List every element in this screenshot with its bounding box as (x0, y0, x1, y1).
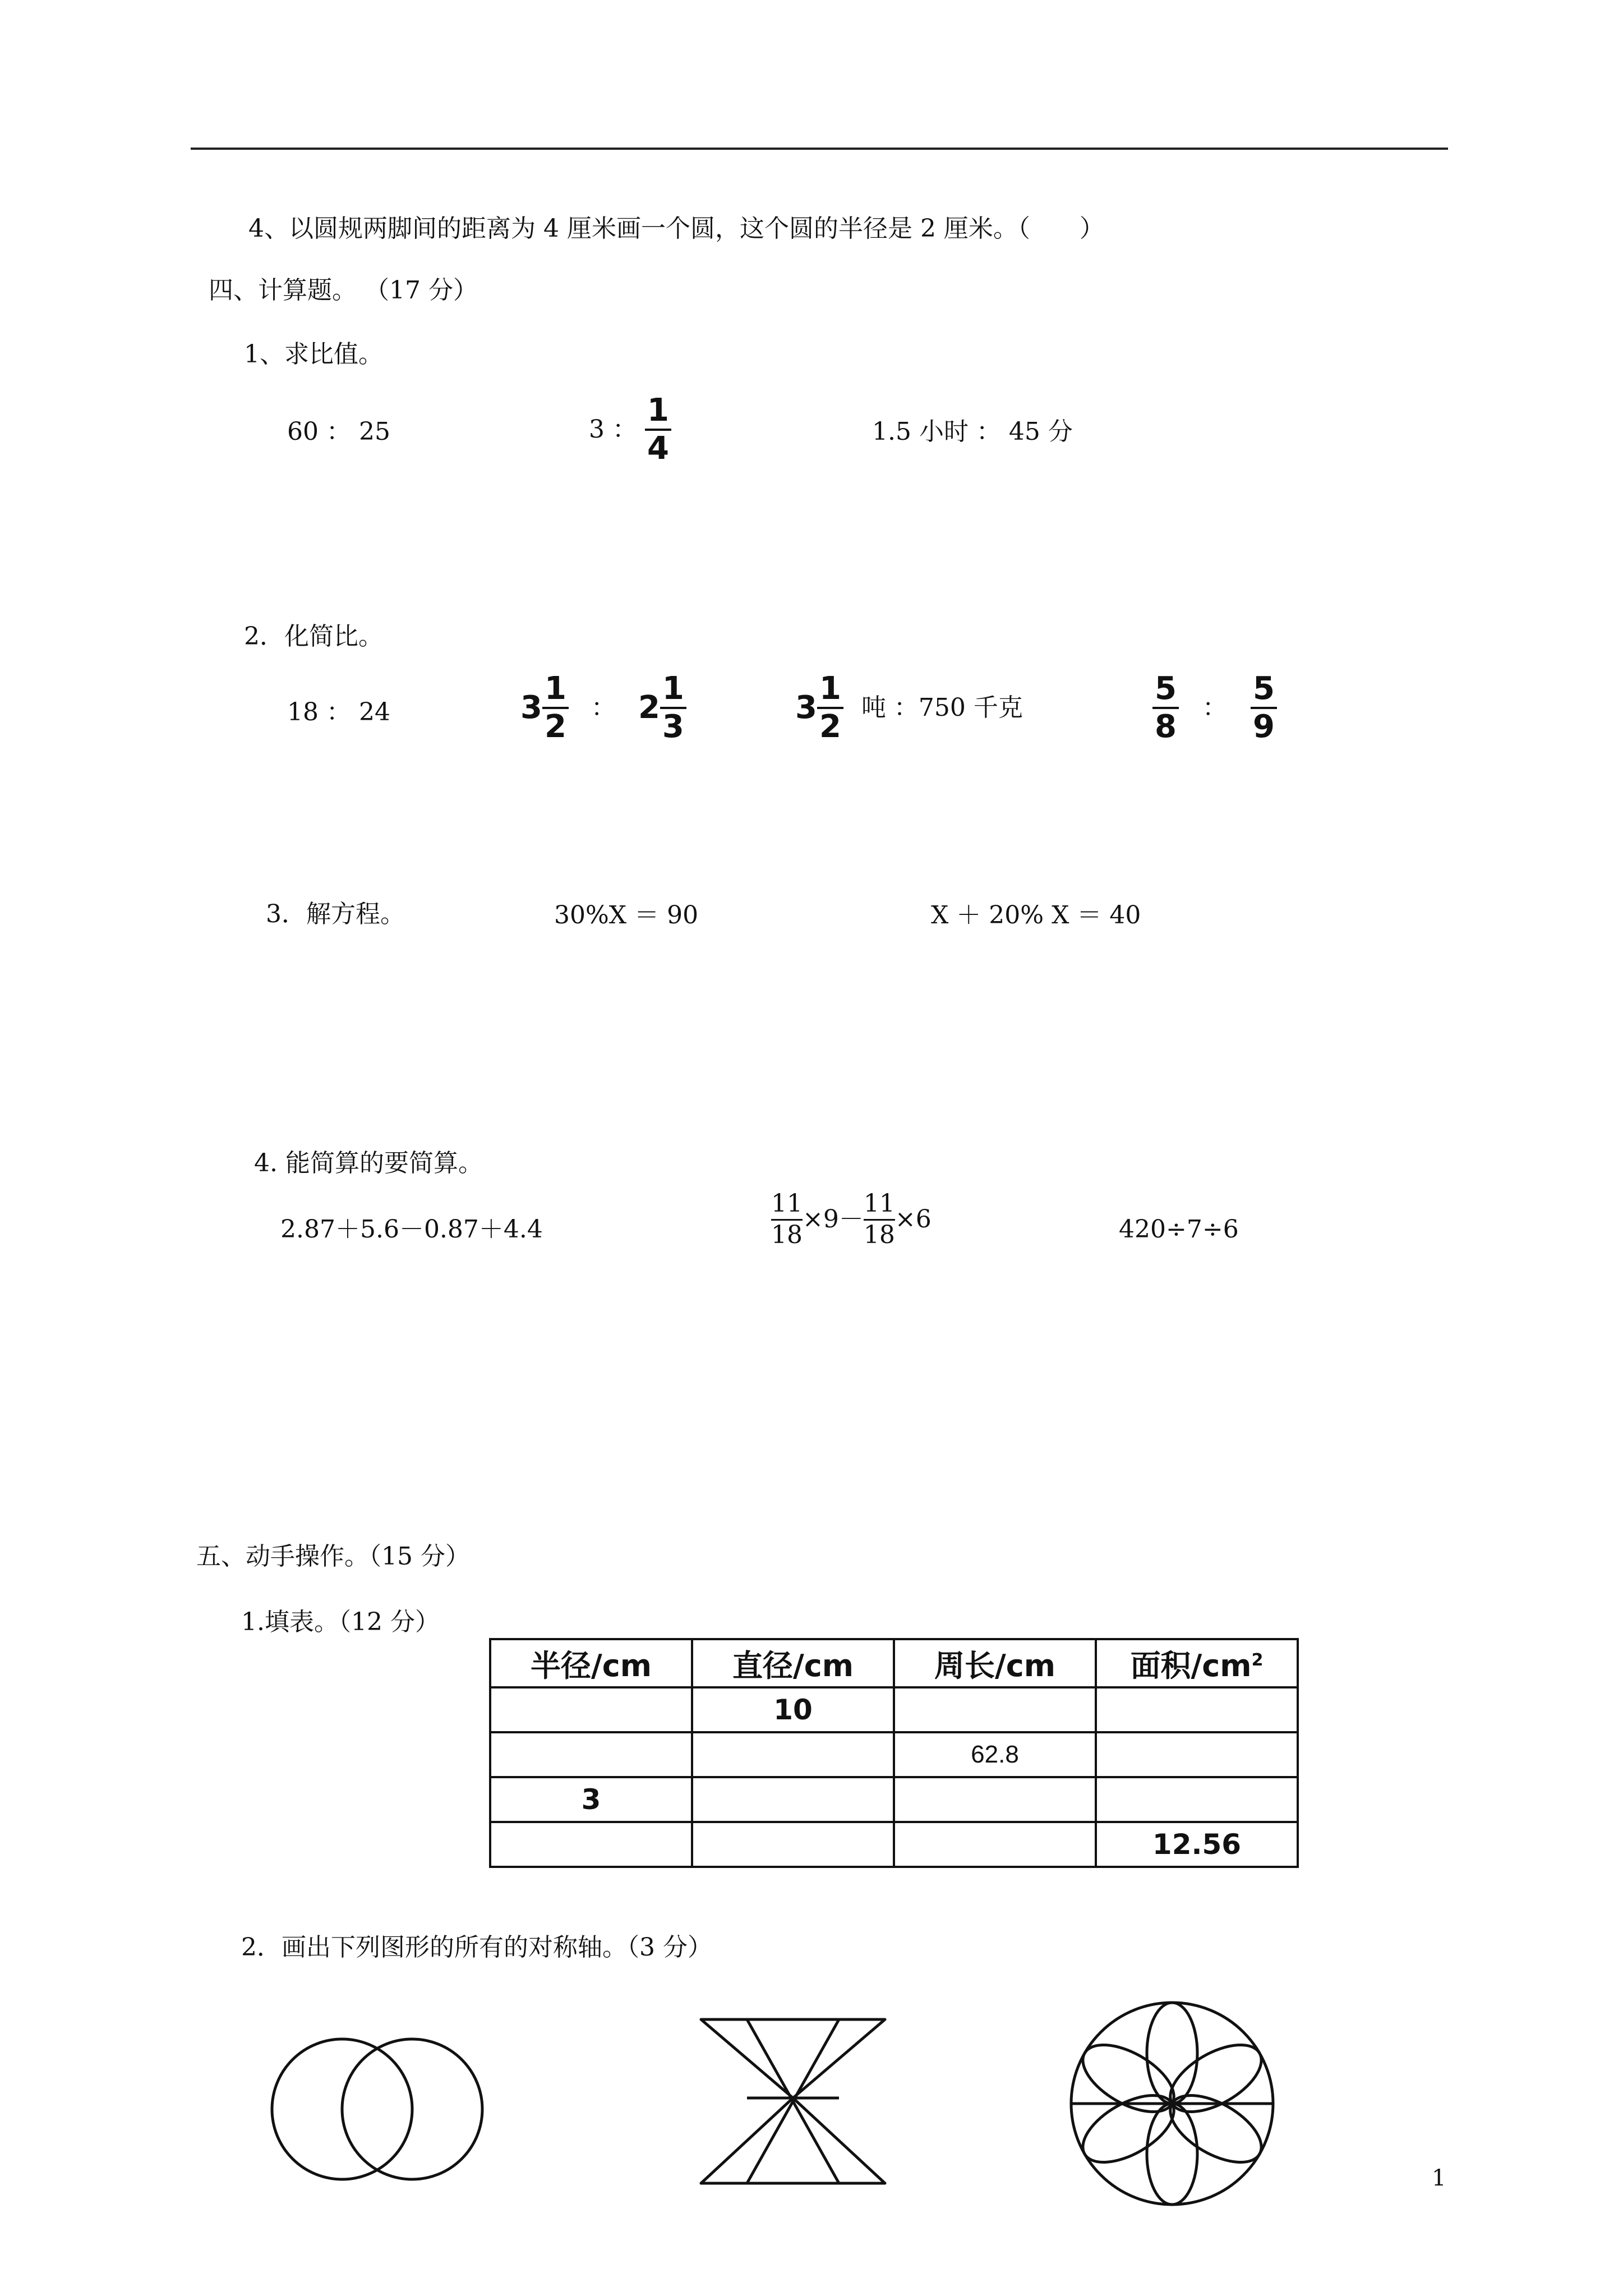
table-cell: 3 (490, 1777, 692, 1822)
q2-label: 2．化简比。 (244, 622, 383, 651)
q2-ratio-b: 3 $\frac{1}{2}$ ： 2 $\frac{1}{3}$ (520, 671, 686, 746)
fraction: $\frac{5}{9}$ (1251, 671, 1277, 746)
table-cell[interactable] (490, 1732, 692, 1777)
overlapping-circles-figure (269, 2031, 494, 2188)
table-cell[interactable] (1096, 1687, 1298, 1732)
table-cell[interactable] (894, 1687, 1096, 1732)
section-5-title: 五、动手操作。（15 分） (196, 1542, 470, 1571)
header-radius: 半径/cm (490, 1639, 692, 1687)
fraction: $\frac{1}{2}$ (817, 671, 843, 746)
q1-ratio-a: 60 ： 25 (287, 417, 390, 446)
table-label: 1.填表。（12 分） (241, 1608, 440, 1636)
page-number: 1 (1432, 2165, 1446, 2191)
header-circumference: 周长/cm (894, 1639, 1096, 1687)
q1-label: 1、求比值。 (244, 340, 383, 369)
flower-circle-figure (1066, 1997, 1279, 2210)
fraction: $\frac{1}{2}$ (542, 671, 569, 746)
fraction: $\frac{11}{18}$ (771, 1189, 803, 1249)
table-cell[interactable] (692, 1732, 894, 1777)
table-cell[interactable] (692, 1822, 894, 1867)
header-area: 面积$/cm^2$ (1096, 1639, 1298, 1687)
table-cell[interactable] (894, 1822, 1096, 1867)
q2-ratio-c: 3 $\frac{1}{2}$ 吨 ：750 千克 (795, 670, 1023, 746)
judge-item-4: 4、以圆规两脚间的距离为 4 厘米画一个圆，这个圆的半径是 2 厘米。（ ） (248, 214, 1104, 243)
fraction: $\frac{11}{18}$ (863, 1189, 895, 1249)
table-header-row (490, 1639, 1298, 1687)
table-row (490, 1822, 1298, 1867)
header-diameter: 直径/cm (692, 1639, 894, 1687)
section-4-title: 四、计算题。 （17 分） (209, 276, 478, 305)
table-cell[interactable] (894, 1777, 1096, 1822)
q1-b-whole: 3 ： (589, 415, 637, 444)
table-row (490, 1687, 1298, 1732)
table-cell[interactable] (1096, 1777, 1298, 1822)
q3-equation-a: 30%X ＝ 90 (554, 901, 699, 930)
table-cell: 12.56 (1096, 1822, 1298, 1867)
table-cell[interactable] (490, 1687, 692, 1732)
triangles-figure (695, 2014, 897, 2193)
table-cell[interactable] (1096, 1732, 1298, 1777)
q3-equation-b: X ＋ 20% X ＝ 40 (931, 901, 1141, 930)
q2-ratio-d: $\frac{5}{8}$ ： $\frac{5}{9}$ (1152, 671, 1277, 746)
symmetry-label: 2．画出下列图形的所有的对称轴。（3 分） (241, 1933, 712, 1962)
q1-ratio-c: 1.5 小时 ： 45 分 (872, 417, 1073, 446)
q4-expr-c: 420÷7÷6 (1119, 1215, 1239, 1244)
q4-label: 4. 能简算的要简算。 (254, 1149, 483, 1177)
q3-label: 3．解方程。 (266, 900, 405, 928)
q2-ratio-a: 18 ： 24 (287, 698, 390, 726)
table-row (490, 1732, 1298, 1777)
table-cell: 62.8 (894, 1732, 1096, 1777)
fraction: $\frac{1}{3}$ (660, 671, 686, 746)
table-row (490, 1777, 1298, 1822)
q1-ratio-b (589, 393, 671, 467)
circle-table (489, 1638, 1299, 1868)
q4-expr-b: $\frac{11}{18}$ ×9－ $\frac{11}{18}$ ×6 (771, 1189, 932, 1249)
table-cell[interactable] (692, 1777, 894, 1822)
fraction: $\frac{5}{8}$ (1152, 671, 1179, 746)
header-rule (191, 148, 1448, 150)
q4-expr-a: 2.87＋5.6－0.87＋4.4 (280, 1215, 543, 1244)
fraction: $\frac{1}{4}$ (645, 393, 671, 467)
table-cell: 10 (692, 1687, 894, 1732)
table-cell[interactable] (490, 1822, 692, 1867)
